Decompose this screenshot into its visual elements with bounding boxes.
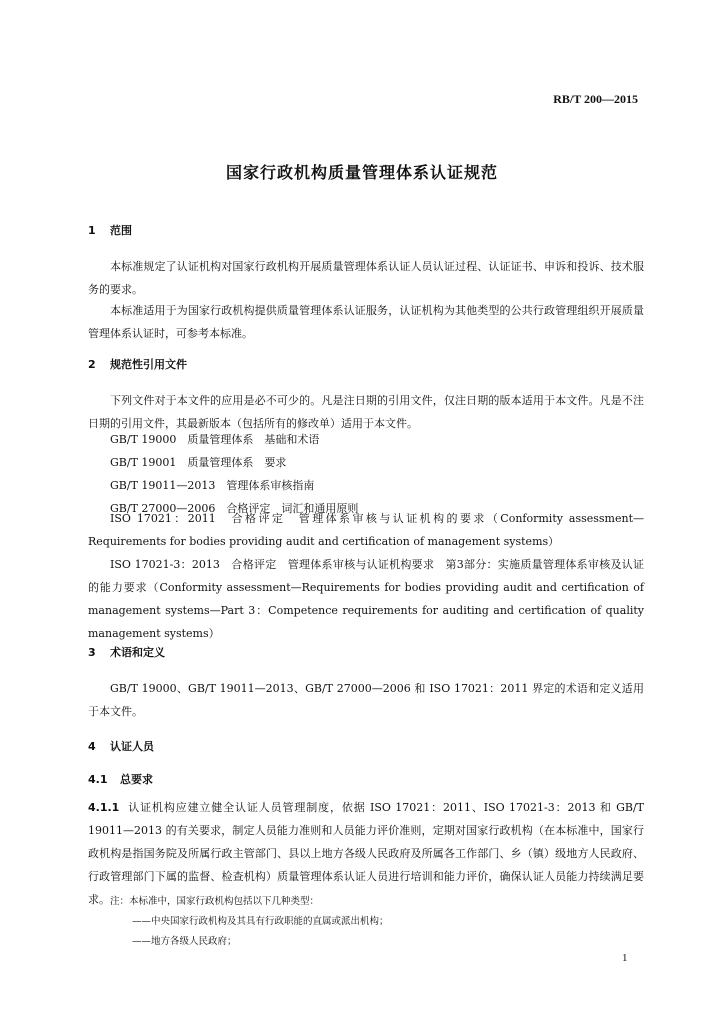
note-intro: 注：本标准中，国家行政机构包括以下几种类型： <box>110 896 320 907</box>
subsection-number: 4.1 <box>88 773 108 786</box>
clause-text: 认证机构应建立健全认证人员管理制度，依据 ISO 17021：2011、ISO 17021-3：2013 和 GB/T 19011—2013 的有关要求，制定人员能力准则和人员能力评价准则，定期对国家行政机构（在本标准中，国家行政机构是指国务院及所属行政主管部门、县以上地方各级人民政府及所属各工作部门、乡（镇）级地方人民政府、行政管理部门下属的监督、检查机构）质量管理体系认证人员进行培训和能力评价，确保认证人员能力持续满足要求。 <box>88 801 644 906</box>
clause-number: 4.1.1 <box>88 801 120 814</box>
section-2-heading <box>88 356 187 372</box>
reference-item-iso-17021: ISO 17021：2011 合格评定 管理体系审核与认证机构的要求（Conformity assessment—Requirements for bodies providing audit and certification of management systems） <box>88 512 644 548</box>
note-item: ——地方各级人民政府； <box>132 936 237 947</box>
page-title: 国家行政机构质量管理体系认证规范 <box>225 163 498 182</box>
reference-item: GB/T 19000 质量管理体系 基础和术语 <box>110 433 320 446</box>
section-number: 3 <box>88 646 96 659</box>
standard-code: RB/T 200—2015 <box>553 92 638 106</box>
section-title: 认证人员 <box>110 740 154 753</box>
section-number: 2 <box>88 358 96 371</box>
section-1-paragraph-1: 本标准规定了认证机构对国家行政机构开展质量管理体系认证人员认证过程、认证证书、申诉和投诉、技术服务的要求。 <box>88 260 644 296</box>
section-number: 4 <box>88 740 96 753</box>
section-1-paragraph-2: 本标准适用于为国家行政机构提供质量管理体系认证服务，认证机构为其他类型的公共行政管理组织开展质量管理体系认证时，可参考本标准。 <box>88 304 644 340</box>
section-title: 术语和定义 <box>110 646 165 659</box>
subsection-4-1-heading <box>88 771 153 787</box>
section-title: 规范性引用文件 <box>110 358 187 371</box>
section-1-heading <box>88 222 132 238</box>
section-3-paragraph: GB/T 19000、GB/T 19011—2013、GB/T 27000—2006 和 ISO 17021：2011 界定的术语和定义适用于本文件。 <box>88 682 644 718</box>
reference-item: GB/T 27000—2006 合格评定 词汇和通用原则 <box>110 502 359 515</box>
reference-item: GB/T 19001 质量管理体系 要求 <box>110 456 287 469</box>
reference-item-iso-17021-3: ISO 17021-3：2013 合格评定 管理体系审核与认证机构要求 第3部分：实施质量管理体系审核及认证的能力要求（Conformity assessment—Requirements for bodies providing audit and certification of management systems—Part 3：Competence requirements for auditing and certification of quality management systems） <box>88 558 644 640</box>
page-number: 1 <box>622 952 628 964</box>
section-2-intro: 下列文件对于本文件的应用是必不可少的。凡是注日期的引用文件，仅注日期的版本适用于本文件。凡是不注日期的引用文件，其最新版本（包括所有的修改单）适用于本文件。 <box>88 394 644 430</box>
section-title: 范围 <box>110 224 132 237</box>
section-3-heading <box>88 644 165 660</box>
section-4-heading <box>88 738 154 754</box>
reference-item: GB/T 19011—2013 管理体系审核指南 <box>110 479 315 492</box>
subsection-title: 总要求 <box>120 773 153 786</box>
section-number: 1 <box>88 224 96 237</box>
note-item: ——中央国家行政机构及其具有行政职能的直属或派出机构； <box>132 916 389 927</box>
